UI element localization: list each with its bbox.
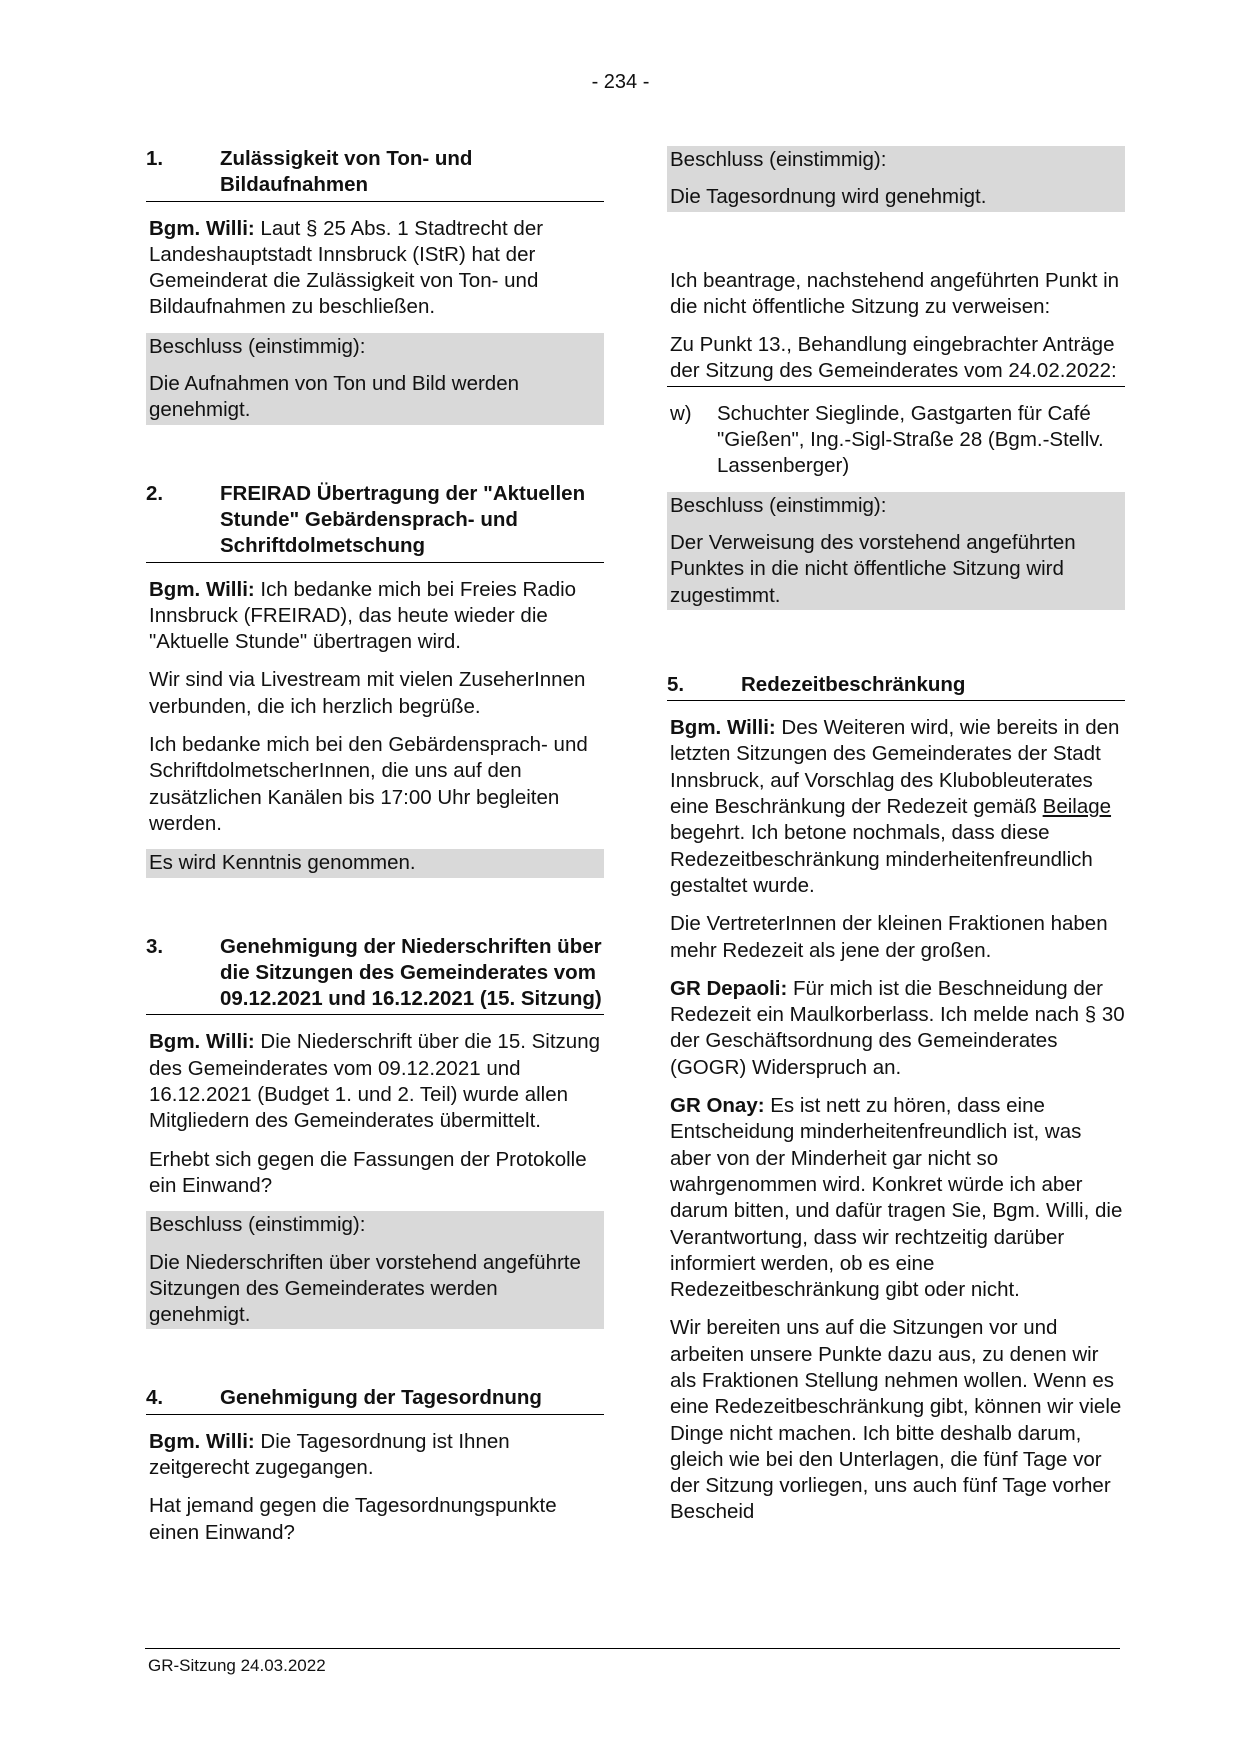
footer-divider xyxy=(145,1648,1120,1649)
list-item-label: w) xyxy=(670,401,692,425)
beilage-link[interactable]: Beilage xyxy=(1042,795,1112,819)
paragraph-text: Die Tagesordnung ist Ihnen zeitgerecht zugegangen. xyxy=(149,1429,510,1479)
section-number: 1. xyxy=(146,147,164,170)
footer-text: GR-Sitzung 24.03.2022 xyxy=(148,1656,326,1675)
paragraph: Erhebt sich gegen die Fassungen der Protokolle ein Einwand? xyxy=(149,1147,587,1197)
speaker-name: Bgm. Willi: xyxy=(149,1030,255,1054)
paragraph xyxy=(146,577,604,656)
resolution-text: Der Verweisung des vorstehend angeführten Punktes in die nicht öffentliche Sitzung wird zugestimmt. xyxy=(667,530,1125,610)
section-title: Zulässigkeit von Ton- und Bildaufnahmen xyxy=(220,147,473,197)
paragraph: Wir sind via Livestream mit vielen ZuseherInnen verbunden, die ich herzlich begrüße. xyxy=(149,668,586,718)
section-number: 4. xyxy=(146,1386,164,1410)
paragraph-text: Es ist nett zu hören, dass eine Entscheidung minderheitenfreundlich ist, was aber von der Minderheit gar nicht so wahrgenommen wird. Konkret würde ich aber darum bitten, und dafür tragen Sie, Bgm. Willi, die Verantwortung, dass wir rechtzeitig darüber informiert werden, ob es eine Redezeitbeschränkung gibt oder nicht. xyxy=(670,1094,1123,1302)
section-5-heading xyxy=(667,672,1125,701)
paragraph xyxy=(146,216,604,321)
paragraph xyxy=(146,1029,604,1134)
left-column xyxy=(146,146,604,1558)
paragraph-text: Für mich ist die Beschneidung der Redezeit ein Maulkorberlass. Ich melde nach § 30 der Geschäftsordnung des Gemeinderates (GOGR) Widerspruch an. xyxy=(670,976,1125,1079)
section-1-heading xyxy=(146,146,604,202)
right-column xyxy=(667,146,1125,1538)
paragraph: Zu Punkt 13., Behandlung eingebrachter Anträge der Sitzung des Gemeinderates vom 24.02.2022: xyxy=(667,332,1125,387)
resolution-text: Es wird Kenntnis genommen. xyxy=(146,849,604,877)
section-number: 3. xyxy=(146,934,164,958)
section-title: Genehmigung der Tagesordnung xyxy=(220,1386,542,1410)
speaker-name: GR Depaoli: xyxy=(670,976,788,1000)
speaker-name: Bgm. Willi: xyxy=(149,1429,255,1453)
list-item xyxy=(667,401,1125,480)
section-3-heading xyxy=(146,934,604,1016)
list-item-text: Schuchter Sieglinde, Gastgarten für Café "Gießen", Ing.-Sigl-Straße 28 (Bgm.-Stellv. Lassenberger) xyxy=(717,401,1104,478)
paragraph-text: Ich bedanke mich bei Freies Radio Innsbruck (FREIRAD), das heute wieder die "Aktuelle Stunde" übertragen wird. xyxy=(149,577,577,654)
speaker-name: GR Onay: xyxy=(670,1094,765,1118)
section-4-heading xyxy=(146,1385,604,1414)
paragraph: Ich bedanke mich bei den Gebärdensprach- und SchriftdolmetscherInnen, die uns auf den zusätzlichen Kanälen bis 17:00 Uhr begleiten werden. xyxy=(149,733,588,835)
paragraph: Hat jemand gegen die Tagesordnungspunkte einen Einwand? xyxy=(149,1494,557,1544)
section-number: 5. xyxy=(667,672,685,696)
paragraph: Ich beantrage, nachstehend angeführten Punkt in die nicht öffentliche Sitzung zu verweisen: xyxy=(670,268,1120,318)
paragraph: Die VertreterInnen der kleinen Fraktionen haben mehr Redezeit als jene der großen. xyxy=(670,912,1108,962)
resolution-label: Beschluss (einstimmig): xyxy=(667,492,1125,530)
section-2-heading xyxy=(146,481,604,563)
speaker-name: Bgm. Willi: xyxy=(149,216,255,240)
resolution-label: Beschluss (einstimmig): xyxy=(146,333,604,371)
section-title: Redezeitbeschränkung xyxy=(741,672,966,696)
section-title: FREIRAD Übertragung der "Aktuellen Stunde" Gebärdensprach- und Schriftdolmetschung xyxy=(220,481,586,558)
paragraph-text: Des Weiteren wird, wie bereits in den letzten Sitzungen des Gemeinderates der Stadt Innsbruck, auf Vorschlag des Klubobleuterates eine Beschränkung der Redezeit gemäß xyxy=(670,716,1120,819)
paragraph-text: Laut § 25 Abs. 1 Stadtrecht der Landeshauptstadt Innsbruck (IStR) hat der Gemeinderat die Zulässigkeit von Ton- und Bildaufnahmen zu beschließen. xyxy=(149,216,544,319)
section-title: Genehmigung der Niederschriften über die Sitzungen des Gemeinderates vom 09.12.2021 und 16.12.2021 (15. Sitzung) xyxy=(220,934,602,1011)
speaker-name: Bgm. Willi: xyxy=(149,577,255,601)
paragraph-text: Die Niederschrift über die 15. Sitzung des Gemeinderates vom 09.12.2021 und 16.12.2021 (Budget 1. und 2. Teil) wurde allen Mitgliedern des Gemeinderates übermittelt. xyxy=(149,1030,600,1133)
resolution-text: Die Aufnahmen von Ton und Bild werden genehmigt. xyxy=(146,371,604,425)
resolution-text: Die Tagesordnung wird genehmigt. xyxy=(667,184,1125,211)
page-number: - 234 - xyxy=(591,71,650,93)
section-number: 2. xyxy=(146,481,164,505)
paragraph xyxy=(667,715,1125,899)
resolution-label: Beschluss (einstimmig): xyxy=(667,146,1125,184)
speaker-name: Bgm. Willi: xyxy=(670,716,776,740)
resolution-text: Die Niederschriften über vorstehend angeführte Sitzungen des Gemeinderates werden genehmigt. xyxy=(146,1250,604,1330)
paragraph xyxy=(667,1093,1125,1303)
paragraph: Wir bereiten uns auf die Sitzungen vor und arbeiten unsere Punkte dazu aus, zu denen wir als Fraktionen Stellung nehmen wollen. Wenn es eine Redezeitbeschränkung gibt, können wir viele Dinge nicht machen. Ich bitte deshalb darum, gleich wie bei den Unterlagen, die fünf Tage vor der Sitzung vorliegen, uns auch fünf Tage vorher Bescheid xyxy=(670,1316,1122,1524)
resolution-label: Beschluss (einstimmig): xyxy=(146,1211,604,1249)
paragraph xyxy=(146,1429,604,1482)
paragraph xyxy=(667,976,1125,1081)
paragraph-text: begehrt. Ich betone nochmals, dass diese Redezeitbeschränkung minderheitenfreundlich gestaltet wurde. xyxy=(670,821,1093,897)
